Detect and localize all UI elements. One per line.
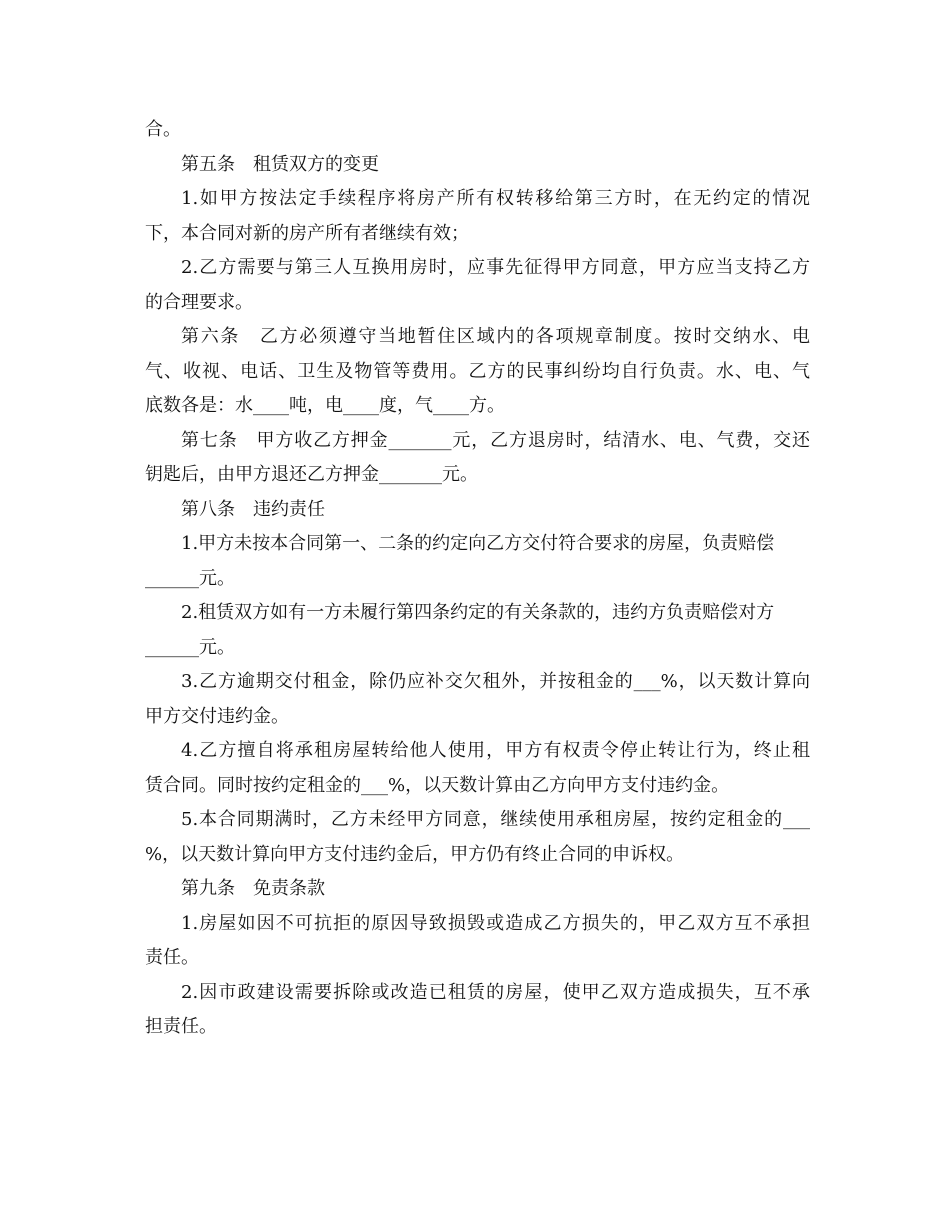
text-line: 1.房屋如因不可抗拒的原因导致损毁或造成乙方损失的，甲乙双方互不承担: [181, 912, 810, 934]
text-line: 第六条 乙方必须遵守当地暂住区域内的各项规章制度。按时交纳水、电: [181, 326, 810, 347]
text-line: 1.如甲方按法定手续程序将房产所有权转移给第三方时，在无约定的情况: [181, 188, 810, 209]
text-line: 2.租赁双方如有一方未履行第四条约定的有关条款的，违约方负责赔偿对方: [181, 602, 775, 623]
text-line: 钥匙后，由甲方退还乙方押金_______元。: [145, 464, 478, 485]
text-line: 3.乙方逾期交付租金，除仍应补交欠租外，并按租金的___%，以天数计算向: [181, 671, 810, 692]
text-line: 赁合同。同时按约定租金的___%，以天数计算由乙方向甲方支付违约金。: [145, 774, 730, 796]
text-line: 下，本合同对新的房产所有者继续有效；: [145, 222, 469, 244]
text-line: 责任。: [145, 947, 199, 968]
text-line: ______元。: [145, 567, 235, 589]
text-line: ______元。: [145, 636, 235, 658]
text-line: 2.因市政建设需要拆除或改造已租赁的房屋，使甲乙双方造成损失，互不承: [181, 981, 810, 1003]
text-line: 第九条 免责条款: [181, 878, 325, 899]
text-line: 1.甲方未按本合同第一、二条的约定向乙方交付符合要求的房屋，负责赔偿: [181, 533, 775, 554]
contract-body-text: [145, 113, 810, 1045]
text-line: 的合理要求。: [145, 291, 253, 313]
text-line: 5.本合同期满时，乙方未经甲方同意，继续使用承租房屋，按约定租金的___: [181, 809, 810, 830]
text-line: 甲方交付违约金。: [145, 705, 289, 727]
text-line: 4.乙方擅自将承租房屋转给他人使用，甲方有权责令停止转让行为，终止租: [181, 740, 810, 761]
text-line: 第八条 违约责任: [181, 498, 325, 520]
text-line: 气、收视、电话、卫生及物管等费用。乙方的民事纠纷均自行负责。水、电、气: [145, 360, 810, 382]
text-line: 2.乙方需要与第三人互换用房时，应事先征得甲方同意，甲方应当支持乙方: [181, 257, 810, 278]
text-line: 合。: [145, 119, 181, 140]
text-line: %，以天数计算向甲方支付违约金后，甲方仍有终止合同的申诉权。: [145, 843, 685, 865]
text-line: 担责任。: [145, 1016, 217, 1037]
text-line: 底数各是：水____吨，电____度，气____方。: [145, 395, 505, 416]
text-line: 第五条 租赁双方的变更: [181, 153, 379, 175]
text-line: 第七条 甲方收乙方押金_______元，乙方退房时，结清水、电、气费，交还: [181, 429, 810, 451]
